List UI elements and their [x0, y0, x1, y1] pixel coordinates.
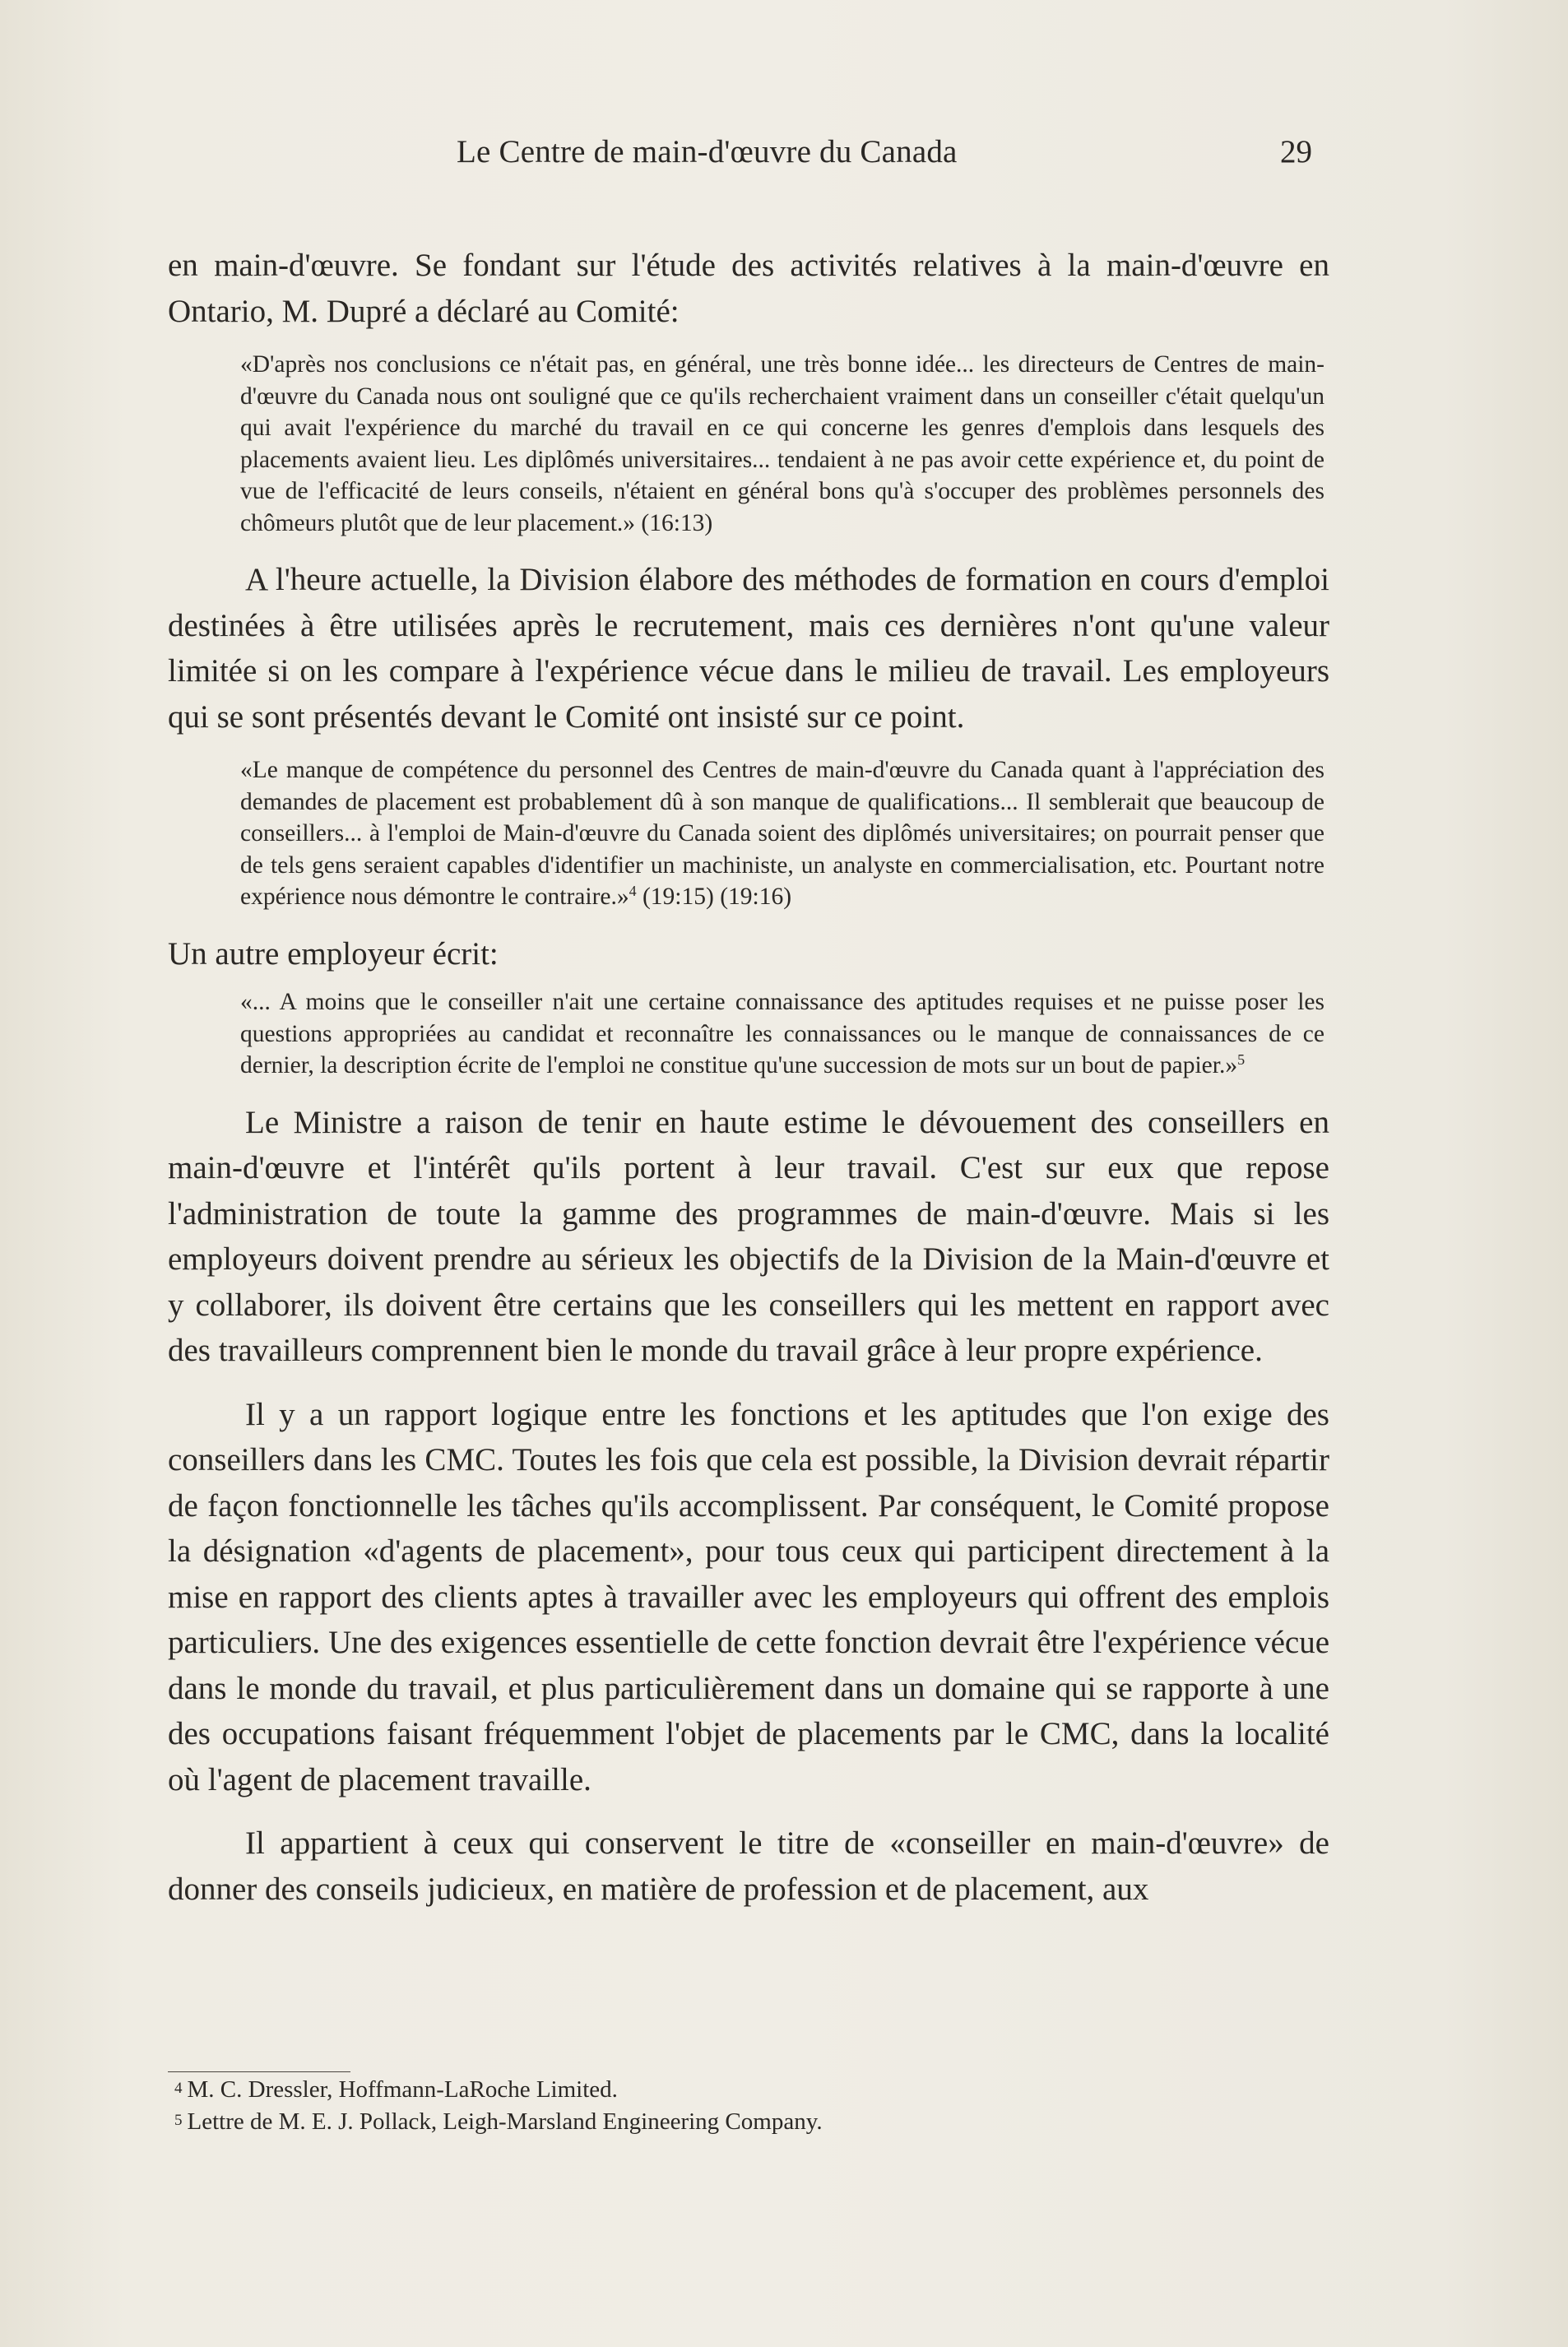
footnote-text: Lettre de M. E. J. Pollack, Leigh-Marsland Engineering Company. [187, 2108, 823, 2135]
paragraph-5: Il y a un rapport logique entre les fonctions et les aptitudes que l'on exige des conseillers dans les CMC. Toutes les fois que cela est possible, la Division devrait répartir de façon fonctionnelle les tâches qu'ils accomplissent. Par conséquent, le Comité propose la désignation «d'agents de placement», pour tous ceux qui participent directement à la mise en rapport des clients aptes à travailler avec les employeurs qui offrent des emplois particuliers. Une des exigences essentielle de cette fonction devrait être l'expérience vécue dans le monde du travail, et plus particulièrement dans un domaine qui se rapporte à une des occupations faisant fréquemment l'objet de placements par le CMC, dans la localité où l'agent de placement travaille. [168, 1396, 1329, 1797]
paragraph-4: Le Ministre a raison de tenir en haute estime le dévouement des conseillers en main-d'œuvre et l'intérêt qu'ils portent à leur travail. C'est sur eux que repose l'administration de toute la gamme des programmes de main-d'œuvre. Mais si les employeurs doivent prendre au sérieux les objectifs de la Division de la Main-d'œuvre et y collaborer, ils doivent être certains que les conseillers qui les mettent en rapport avec des travailleurs comprennent bien le monde du travail grâce à leur propre expérience. [168, 1104, 1329, 1368]
footnote-marker: 4 [174, 2080, 183, 2097]
quotation-employer-1 [168, 754, 1329, 913]
footnote-text: M. C. Dressler, Hoffmann-LaRoche Limited. [187, 2076, 618, 2103]
footnote-marker: 5 [174, 2112, 183, 2129]
quotation-employer-2-text: «... A moins que le conseiller n'ait une certaine connaissance des aptitudes requises et ne puisse poser les questions appropriées au candidat et reconnaître les connaissances ou le manque de connaissances de ce dernier, la description écrite de l'emploi ne constitue qu'une succession de mots sur un bout de papier.» [240, 989, 1324, 1078]
quotation-dupre: «D'après nos conclusions ce n'était pas, en général, une très bonne idée... les directeurs de Centres de main-d'œuvre du Canada nous ont souligné que ce qu'ils recherchaient vraiment dans un conseiller c'était quelqu'un qui avait l'expérience du marché du travail en ce qui concerne les genres d'emplois dans lesquels des placements avaient lieu. Les diplômés universitaires... tendaient à ne pas avoir cette expérience et, du point de vue de l'efficacité de leurs conseils, n'étaient en général bons qu'à s'occuper des problèmes personnels des chômeurs plutôt que de leur placement.» (16:13) [240, 351, 1324, 536]
footnotes [174, 2073, 1244, 2137]
page-header [0, 133, 1568, 183]
quotation-employer-2 [168, 986, 1329, 1082]
running-title: Le Centre de main-d'œuvre du Canada [457, 134, 958, 169]
page-number: 29 [1280, 134, 1312, 169]
body-text [168, 243, 1329, 1912]
footnote-separator [168, 2071, 350, 2072]
footnote-4 [174, 2073, 1244, 2105]
quotation-employer-1-refs: (19:15) (19:16) [636, 884, 792, 910]
paragraph-1: en main-d'œuvre. Se fondant sur l'étude des activités relatives à la main-d'œuvre en Ontario, M. Dupré a déclaré au Comité: [168, 248, 1329, 329]
quotation-employer-1-text: «Le manque de compétence du personnel des Centres de main-d'œuvre du Canada quant à l'appréciation des demandes de placement est probablement dû à son manque de qualifications... Il semblerait que beaucoup de conseillers... à l'emploi de Main-d'œuvre du Canada soient des diplômés universitaires; on pourrait penser que de tels gens seraient capables d'identifier un machiniste, un analyste en commercialisation, etc. Pourtant notre expérience nous démontre le contraire.» [240, 757, 1324, 910]
footnote-5 [174, 2105, 1244, 2137]
footnote-ref-4: 4 [629, 883, 637, 899]
footnote-ref-5: 5 [1237, 1051, 1246, 1068]
paragraph-3: Un autre employeur écrit: [168, 935, 499, 972]
paragraph-2: A l'heure actuelle, la Division élabore des méthodes de formation en cours d'emploi destinées à être utilisées après le recrutement, mais ces dernières n'ont qu'une valeur limitée si on les compare à l'expérience vécue dans le milieu de travail. Les employeurs qui se sont présentés devant le Comité ont insisté sur ce point. [168, 562, 1329, 735]
paragraph-6: Il appartient à ceux qui conservent le titre de «conseiller en main-d'œuvre» de donner des conseils judicieux, en matière de profession et de placement, aux [168, 1825, 1329, 1907]
